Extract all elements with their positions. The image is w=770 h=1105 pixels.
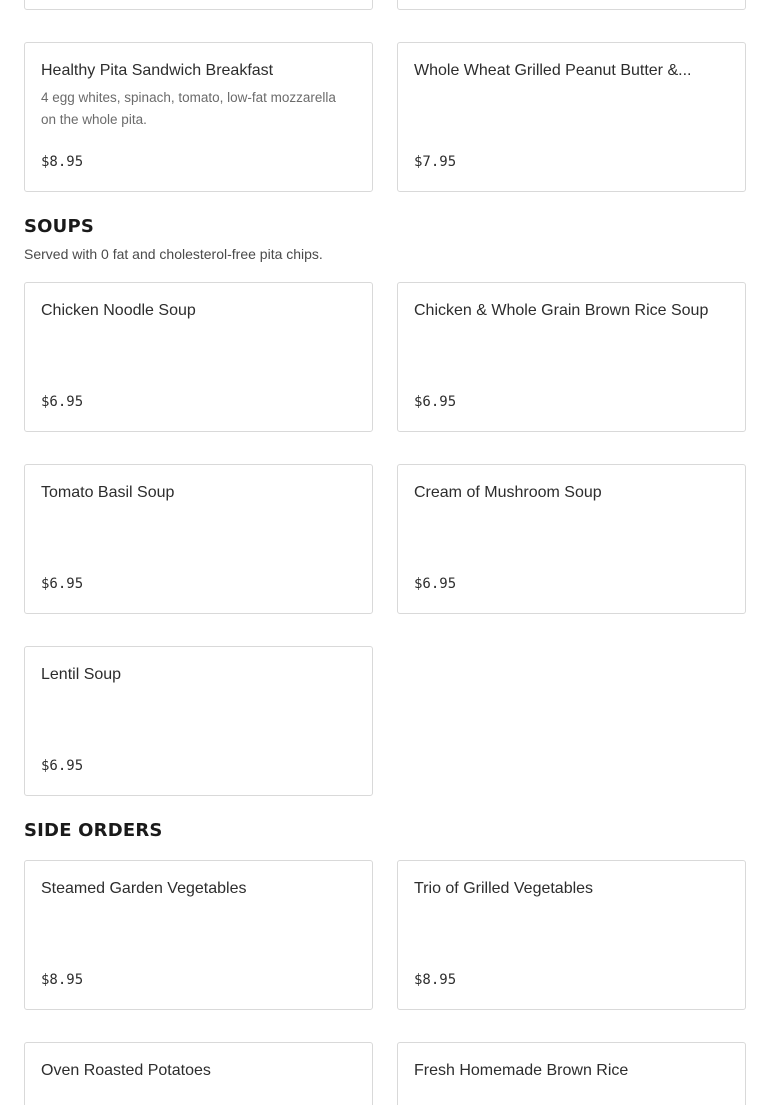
menu-item-card[interactable]: [24, 464, 373, 614]
menu-item-description: 4 egg whites, spinach, tomato, low-fat mozzarella on the whole pita.: [41, 90, 336, 127]
menu-item-card[interactable]: [24, 646, 373, 796]
menu-item-name: Oven Roasted Potatoes: [41, 1062, 211, 1079]
menu-item-card[interactable]: [397, 42, 746, 192]
menu-item-price: $6.95: [414, 576, 457, 592]
menu-item-price: $6.95: [41, 758, 84, 774]
menu-item-card[interactable]: [397, 1042, 746, 1105]
menu-item-name: Steamed Garden Vegetables: [41, 880, 247, 897]
menu-item-price: $8.95: [41, 154, 84, 170]
menu-item-name: Lentil Soup: [41, 666, 122, 683]
menu-item-price: $6.95: [414, 394, 457, 410]
menu-item-card-previous[interactable]: [397, 0, 746, 10]
menu-item-card[interactable]: [24, 282, 373, 432]
menu-item-name: Chicken Noodle Soup: [41, 302, 196, 319]
menu-item-card[interactable]: [24, 1042, 373, 1105]
menu-item-card[interactable]: [397, 464, 746, 614]
menu-item-name: Tomato Basil Soup: [41, 484, 175, 501]
section-title-soups: SOUPS: [24, 216, 95, 237]
menu-item-card[interactable]: [24, 860, 373, 1010]
menu-item-card-previous[interactable]: [24, 0, 373, 10]
menu-item-name: Trio of Grilled Vegetables: [414, 880, 594, 897]
menu-item-price: $8.95: [41, 972, 84, 988]
menu-item-name: Whole Wheat Grilled Peanut Butter &...: [414, 62, 692, 79]
menu-item-price: $8.95: [414, 972, 457, 988]
menu-item-card[interactable]: [24, 42, 373, 192]
menu-item-price: $6.95: [41, 394, 84, 410]
menu-item-name: Cream of Mushroom Soup: [414, 484, 602, 501]
section-title-side-orders: SIDE ORDERS: [24, 820, 163, 841]
menu-item-card[interactable]: [397, 282, 746, 432]
section-subtitle-soups: Served with 0 fat and cholesterol-free pita chips.: [24, 246, 323, 262]
menu-item-name: Healthy Pita Sandwich Breakfast: [41, 62, 274, 79]
menu-item-name: Fresh Homemade Brown Rice: [414, 1062, 629, 1079]
menu-item-card[interactable]: [397, 860, 746, 1010]
menu-item-name: Chicken & Whole Grain Brown Rice Soup: [414, 302, 709, 319]
menu-item-price: $6.95: [41, 576, 84, 592]
menu-item-price: $7.95: [414, 154, 457, 170]
